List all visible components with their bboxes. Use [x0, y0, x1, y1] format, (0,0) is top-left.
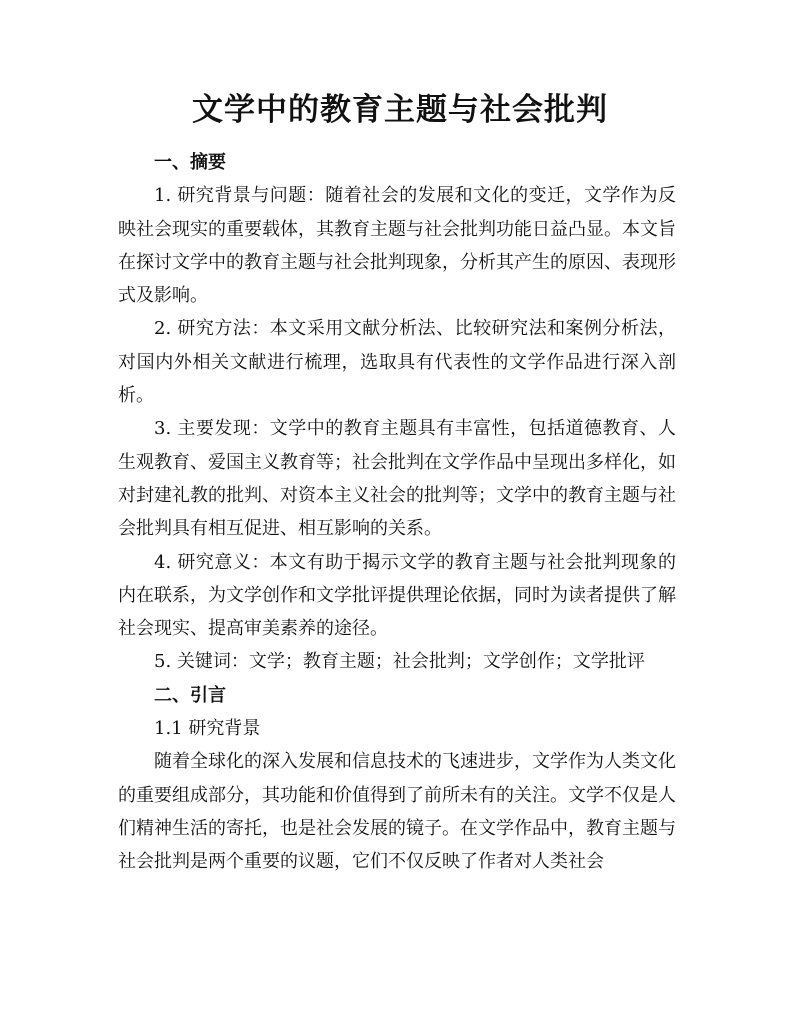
paragraph-main-findings: 3. 主要发现：文学中的教育主题具有丰富性，包括道德教育、人生观教育、爱国主义教育等；社会批判在文学作品中呈现出多样化，如对封建礼教的批判、对资本主义社会的批判等；文学中的教育主题与社会批判具有相互促进、相互影响的关系。	[118, 418, 676, 540]
section-heading-introduction: 二、引言	[154, 684, 226, 706]
document-title: 文学中的教育主题与社会批判	[192, 92, 608, 128]
paragraph-research-method: 2. 研究方法：本文采用文献分析法、比较研究法和案例分析法，对国内外相关文献进行梳理，选取具有代表性的文学作品进行深入剖析。	[118, 318, 676, 407]
subsection-heading-background: 1.1 研究背景	[154, 718, 261, 740]
paragraph-introduction-body: 随着全球化的深入发展和信息技术的飞速进步，文学作为人类文化的重要组成部分，其功能和价值得到了前所未有的关注。文学不仅是人们精神生活的寄托，也是社会发展的镜子。在文学作品中，教育主题与社会批判是两个重要的议题，它们不仅反映了作者对人类社会	[118, 751, 676, 873]
paragraph-keywords: 5. 关键词：文学；教育主题；社会批判；文学创作；文学批评	[154, 651, 645, 673]
paragraph-research-background: 1. 研究背景与问题：随着社会的发展和文化的变迁，文学作为反映社会现实的重要载体，其教育主题与社会批判功能日益凸显。本文旨在探讨文学中的教育主题与社会批判现象，分析其产生的原因、表现形式及影响。	[118, 185, 676, 307]
document-body	[118, 146, 676, 879]
paragraph-research-significance: 4. 研究意义：本文有助于揭示文学的教育主题与社会批判现象的内在联系，为文学创作和文学批评提供理论依据，同时为读者提供了解社会现实、提高审美素养的途径。	[118, 551, 676, 640]
section-heading-abstract: 一、摘要	[154, 152, 226, 173]
